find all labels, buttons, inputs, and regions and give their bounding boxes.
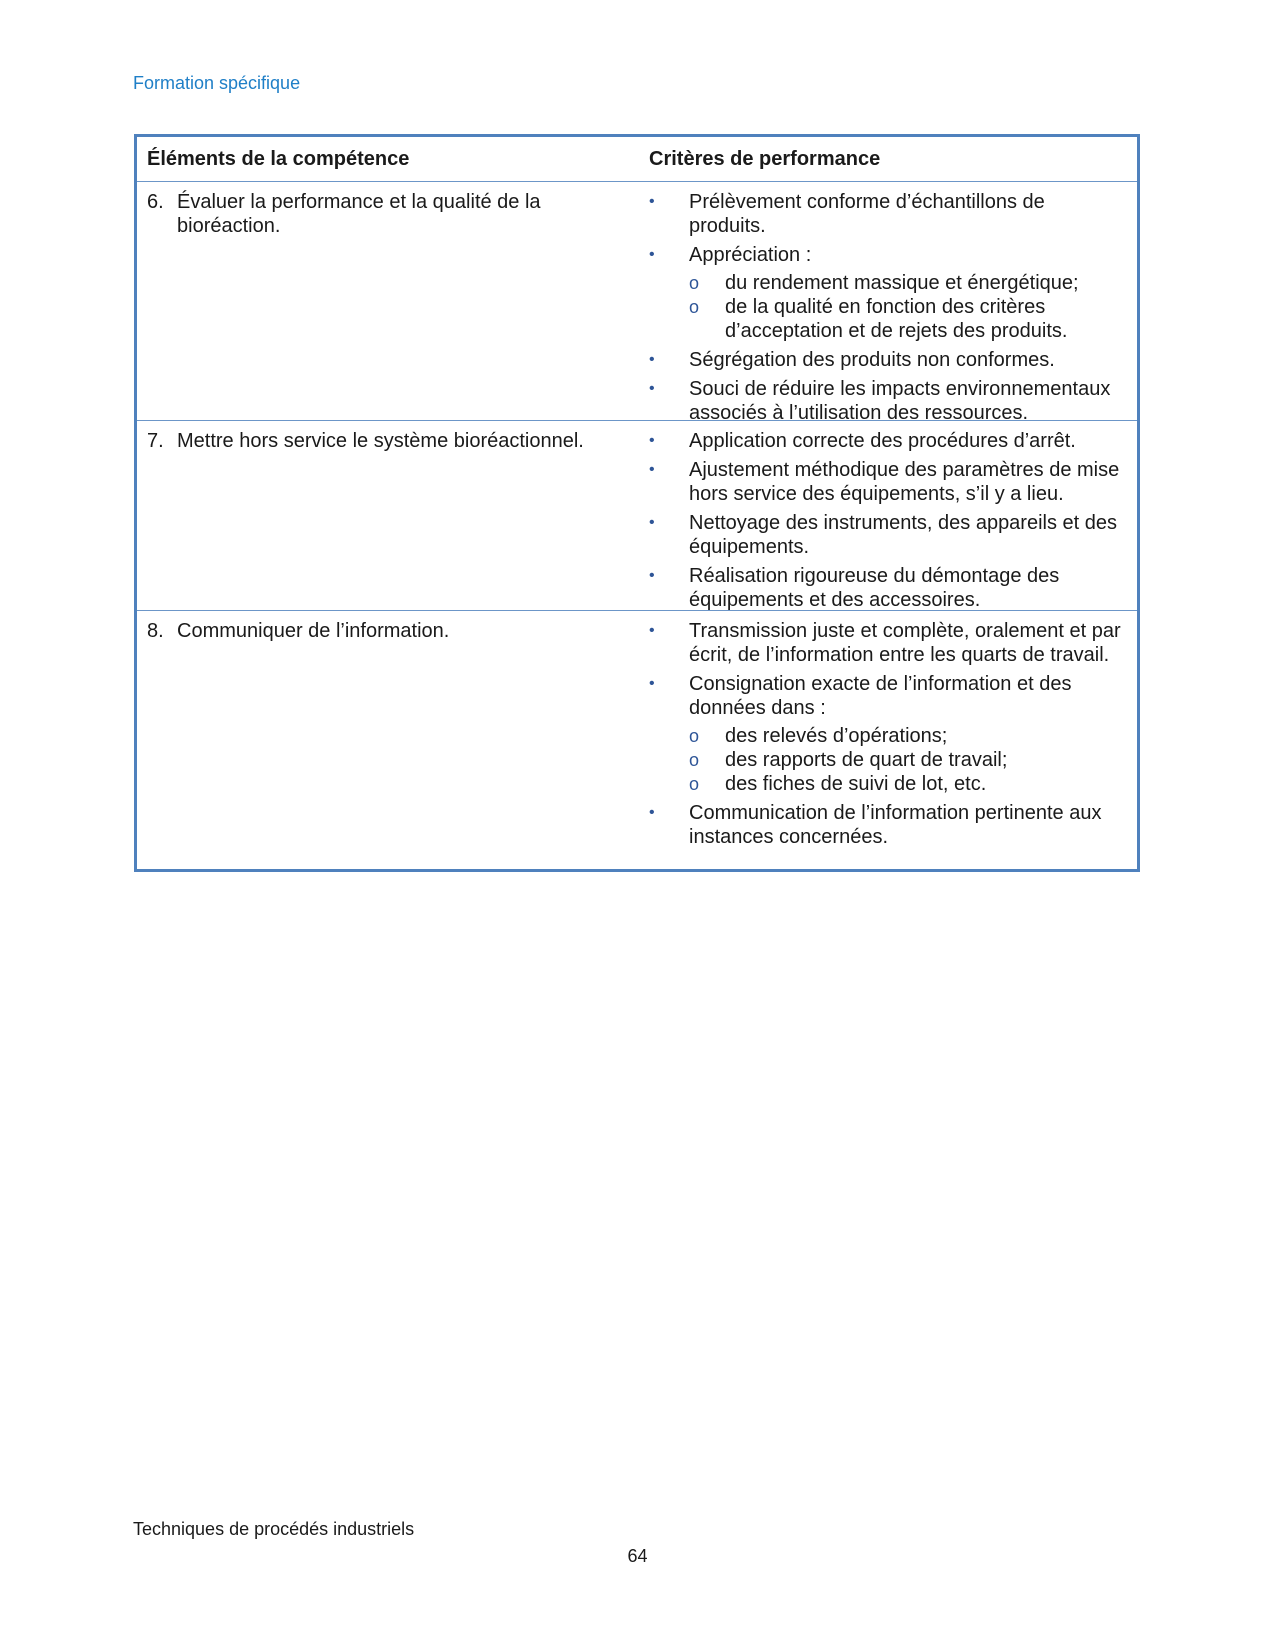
sub-list-item xyxy=(689,772,1127,796)
bullet-icon: • xyxy=(649,804,655,821)
criterion-text: Consignation exacte de l’information et des données dans : xyxy=(689,673,1072,719)
list-item xyxy=(649,243,1137,343)
criteria-cell xyxy=(639,611,1137,869)
sub-list-item xyxy=(689,295,1127,343)
list-item xyxy=(649,564,1137,612)
bullet-icon: • xyxy=(649,622,655,639)
criterion-text: Nettoyage des instruments, des appareils et des équipements. xyxy=(689,512,1118,558)
criteria-cell xyxy=(639,421,1137,610)
sub-bullet-icon: o xyxy=(689,774,700,794)
sub-list-item xyxy=(689,748,1127,772)
sub-criterion-text: du rendement massique et énergétique; xyxy=(725,272,1079,294)
element-cell xyxy=(137,182,639,420)
sub-criterion-text: de la qualité en fonction des critères d’acceptation et de rejets des produits. xyxy=(725,296,1068,342)
element-cell xyxy=(137,611,639,869)
criterion-text: Réalisation rigoureuse du démontage des équipements et des accessoires. xyxy=(689,565,1060,611)
sub-bullet-icon: o xyxy=(689,750,700,770)
sub-bullet-icon: o xyxy=(689,726,700,746)
list-item xyxy=(649,348,1137,372)
criteria-cell xyxy=(639,182,1137,424)
running-header: Formation spécifique xyxy=(133,73,301,93)
criterion-text: Prélèvement conforme d’échantillons de produits. xyxy=(689,191,1045,237)
page-number: 64 xyxy=(627,1546,648,1566)
sub-criterion-text: des rapports de quart de travail; xyxy=(725,749,1008,771)
table-row xyxy=(137,181,1137,424)
bullet-icon: • xyxy=(649,380,655,397)
running-footer: Techniques de procédés industriels xyxy=(133,1519,415,1539)
element-text: Mettre hors service le système bioréactionnel. xyxy=(177,430,584,452)
criterion-text: Appréciation : xyxy=(689,244,812,266)
list-item xyxy=(649,619,1137,667)
table-header-row xyxy=(137,137,1137,181)
sub-list-item xyxy=(689,724,1127,748)
element-number: 7. xyxy=(147,430,164,452)
criterion-text: Application correcte des procédures d’arrêt. xyxy=(689,430,1076,452)
competence-table xyxy=(134,134,1140,872)
criterion-text: Communication de l’information pertinente aux instances concernées. xyxy=(689,802,1102,848)
list-item xyxy=(649,190,1137,238)
bullet-icon: • xyxy=(649,351,655,368)
list-item xyxy=(649,458,1137,506)
element-text: Communiquer de l’information. xyxy=(177,620,450,642)
sub-bullet-icon: o xyxy=(689,273,700,293)
list-item xyxy=(649,672,1137,796)
bullet-icon: • xyxy=(649,461,655,478)
sub-criterion-text: des fiches de suivi de lot, etc. xyxy=(725,773,987,795)
bullet-icon: • xyxy=(649,675,655,692)
bullet-icon: • xyxy=(649,432,655,449)
list-item xyxy=(649,801,1137,849)
element-text: Évaluer la performance et la qualité de la bioréaction. xyxy=(177,191,541,237)
sub-criterion-text: des relevés d’opérations; xyxy=(725,725,948,747)
table-row xyxy=(137,610,1137,869)
bullet-icon: • xyxy=(649,567,655,584)
criterion-text: Ségrégation des produits non conformes. xyxy=(689,349,1055,371)
element-cell xyxy=(137,421,639,610)
bullet-icon: • xyxy=(649,514,655,531)
bullet-icon: • xyxy=(649,246,655,263)
element-number: 6. xyxy=(147,191,164,213)
list-item xyxy=(649,429,1137,453)
sub-list-item xyxy=(689,271,1127,295)
list-item xyxy=(649,511,1137,559)
table-row xyxy=(137,420,1137,610)
list-item xyxy=(649,377,1137,425)
column-header-elements: Éléments de la compétence xyxy=(147,148,410,170)
element-number: 8. xyxy=(147,620,164,642)
bullet-icon: • xyxy=(649,193,655,210)
column-header-criteria: Critères de performance xyxy=(649,148,881,170)
criterion-text: Souci de réduire les impacts environnementaux associés à l’utilisation des ressources. xyxy=(689,378,1111,424)
sub-bullet-icon: o xyxy=(689,297,700,317)
criterion-text: Ajustement méthodique des paramètres de mise hors service des équipements, s’il y a lieu. xyxy=(689,459,1120,505)
criterion-text: Transmission juste et complète, oralement et par écrit, de l’information entre les quarts de travail. xyxy=(689,620,1121,666)
